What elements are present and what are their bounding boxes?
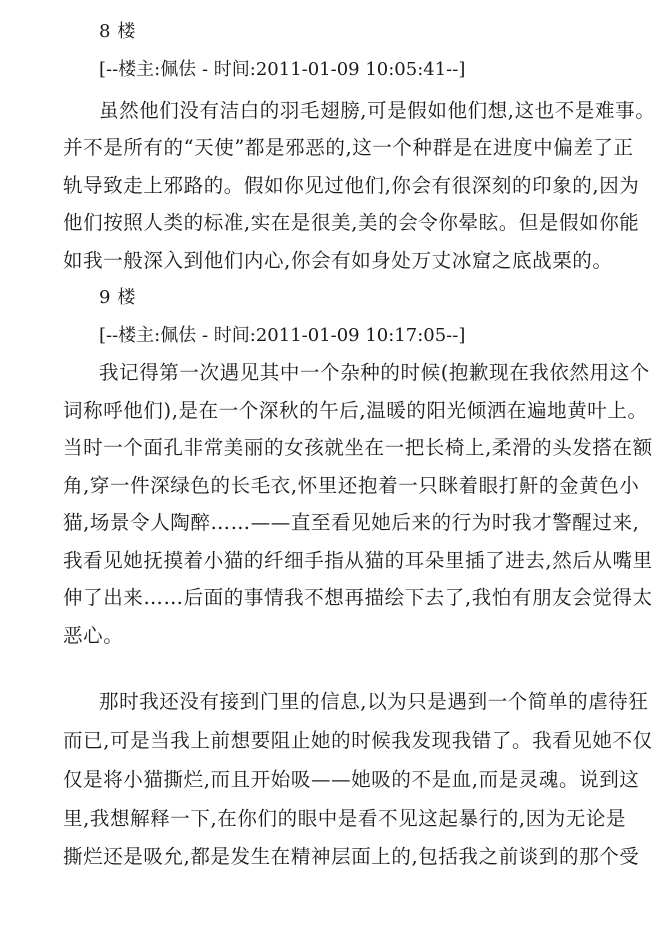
post-meta: [--楼主:佩佉 - 时间:2011-01-09 10:17:05--] <box>99 325 466 346</box>
paragraph-line: 伸了出来……后面的事情我不想再描绘下去了,我怕有朋友会觉得太 <box>63 586 653 609</box>
paragraph-line: 虽然他们没有洁白的羽毛翅膀,可是假如他们想,这也不是难事。 <box>99 99 656 122</box>
paragraph-line: 如我一般深入到他们内心,你会有如身处万丈冰窟之底战栗的。 <box>63 249 613 272</box>
floor-number: 8 楼 <box>99 21 136 42</box>
paragraph-line: 仅是将小猫撕烂,而且开始吸——她吸的不是血,而是灵魂。说到这 <box>63 768 640 791</box>
paragraph-line: 撕烂还是吸允,都是发生在精神层面上的,包括我之前谈到的那个受 <box>63 845 640 868</box>
paragraph-line: 我记得第一次遇见其中一个杂种的时候(抱歉现在我依然用这个 <box>99 361 650 384</box>
paragraph-line: 我看见她抚摸着小猫的纤细手指从猫的耳朵里插了进去,然后从嘴里 <box>63 549 653 572</box>
paragraph-line: 词称呼他们),是在一个深秋的午后,温暖的阳光倾洒在遍地黄叶上。 <box>63 399 648 422</box>
paragraph-line: 他们按照人类的标准,实在是很美,美的会令你晕眩。但是假如你能 <box>63 211 640 234</box>
paragraph-line: 里,我想解释一下,在你们的眼中是看不见这起暴行的,因为无论是 <box>63 807 627 830</box>
paragraph-line: 角,穿一件深绿色的长毛衣,怀里还抱着一只眯着眼打鼾的金黄色小 <box>63 474 640 497</box>
floor-number: 9 楼 <box>99 287 136 308</box>
paragraph-line: 那时我还没有接到门里的信息,以为只是遇到一个简单的虐待狂 <box>99 690 649 713</box>
paragraph-line: 当时一个面孔非常美丽的女孩就坐在一把长椅上,柔滑的头发搭在额 <box>63 436 653 459</box>
paragraph-line: 猫,场景令人陶醉……——直至看见她后来的行为时我才警醒过来, <box>63 511 640 534</box>
paragraph-line: 恶心。 <box>63 624 124 647</box>
paragraph-line: 并不是所有的“天使”都是邪恶的,这一个种群是在进度中偏差了正 <box>63 136 634 159</box>
paragraph-line: 轨导致走上邪路的。假如你见过他们,你会有很深刻的印象的,因为 <box>63 174 640 197</box>
post-meta: [--楼主:佩佉 - 时间:2011-01-09 10:05:41--] <box>99 59 466 80</box>
paragraph-line: 而已,可是当我上前想要阻止她的时候我发现我错了。我看见她不仅 <box>63 729 653 752</box>
